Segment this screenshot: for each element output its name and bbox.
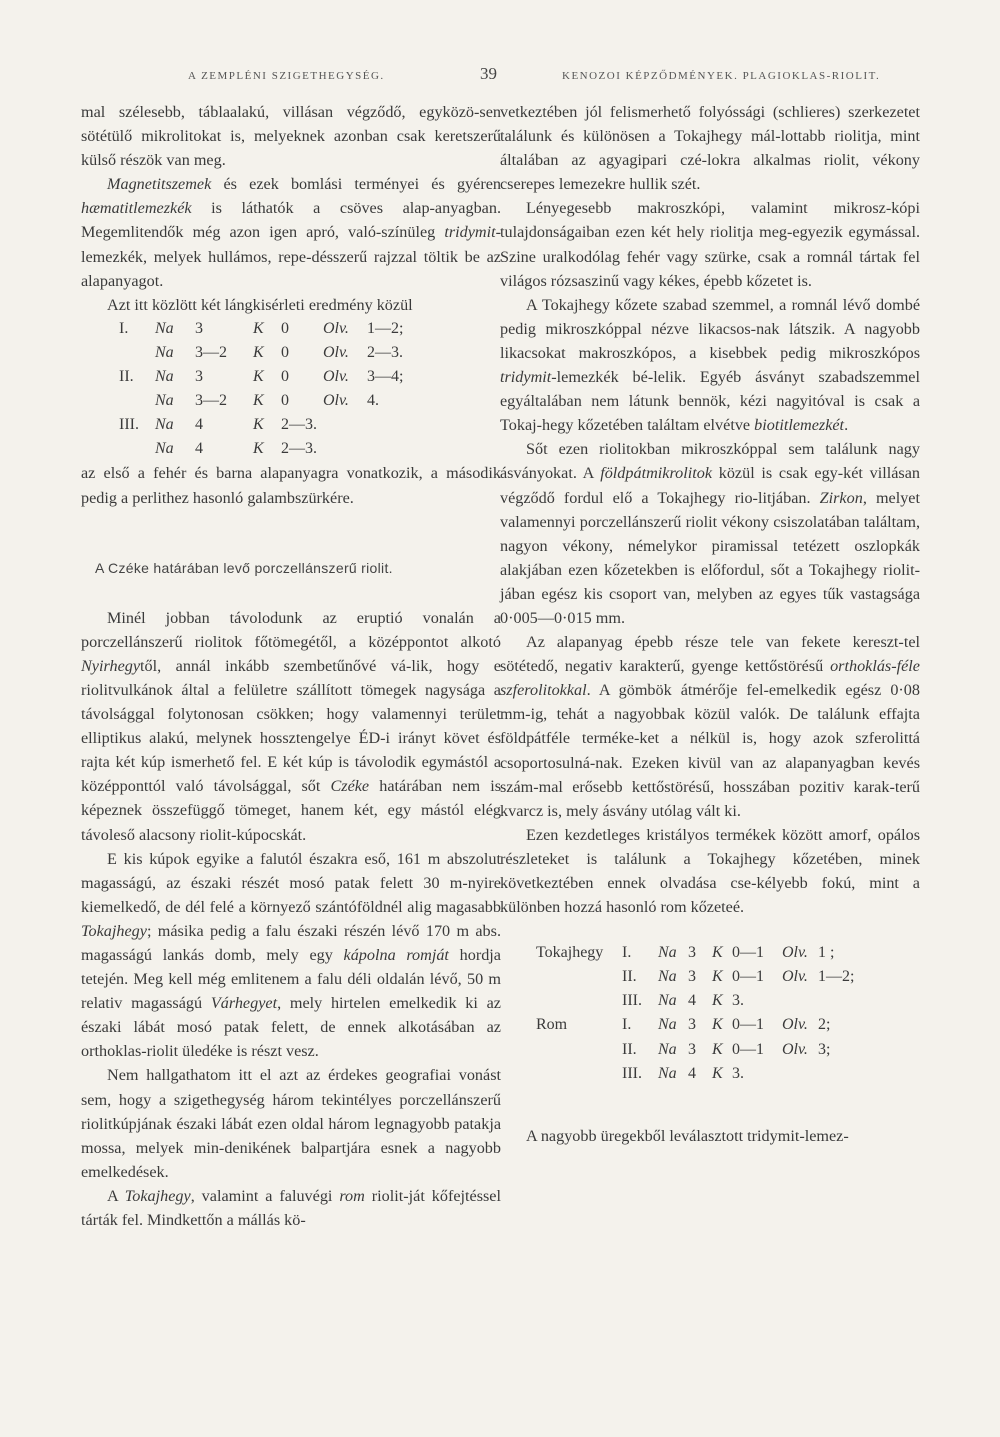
table-row <box>119 317 407 341</box>
section-heading: A Czéke határában levő porczellánszerű riolit. <box>95 559 393 576</box>
table-cell-loc <box>536 1062 622 1086</box>
paragraph: A Tokajhegy, valamint a faluvégi rom riolit-ját kőfejtéssel tárták fel. Mindkettőn a mállás kö- <box>81 1186 501 1230</box>
italic-term: rom <box>339 1186 365 1205</box>
table-cell-na-v: 3 <box>195 368 203 386</box>
paragraph: az első a fehér és barna alapanyagra vonatkozik, a második pedig a perlithez hasonló galambszürkére. <box>81 464 501 507</box>
table-cell-olv <box>323 413 367 437</box>
table-cell-na: Na <box>155 319 174 337</box>
paragraph: A nagyobb üregekből leválasztott tridymit-lemez- <box>526 1126 849 1145</box>
table-cell-olv: Olv. <box>323 319 349 337</box>
table-cell-na-v: 3 <box>688 944 696 962</box>
table-cell-k-v: 3. <box>732 992 744 1010</box>
italic-term: Czéke <box>330 777 370 796</box>
table-row <box>119 365 407 389</box>
paragraph: vetkeztében jól felismerhető folyóssági (schlieres) szerkezetet találunk és különösen a Tokajhegy mál-lottabb riolitja, mint általában az agyagipari czé-lokra alkalmas riolit, vékony cserepes lemezekre hullik szét. <box>500 103 920 194</box>
results-table <box>536 941 858 1086</box>
italic-term: Zirkon <box>819 488 863 507</box>
table-cell-olv <box>782 989 818 1013</box>
table-cell-olv-v: 2—3. <box>367 343 403 361</box>
table-cell-na-v: 4 <box>195 416 203 434</box>
paragraph: Azt itt közlött két lángkisérleti eredmény közül <box>107 295 413 314</box>
paragraph: Sőt ezen riolitokban mikroszkóppal sem találunk nagy ásványokat. A földpátmikrolitok közül is csak egy-két villásan végződő fordul elő a Tokajhegy rio-litjában. Zirkon, melyet valamennyi porczellánszerű riolit vékony csiszolatában találtam, nagyon vékony, némelykor piramissal tetézett oszlopkák alakjában ezen kőzetekben is előfordul, sőt a Tokajhegy riolit-jában egész kis csoport van, melyben az egyes tűk vastagsága 0·005—0·015 mm. <box>500 440 920 627</box>
table-row <box>119 437 407 461</box>
table-row <box>536 1038 858 1062</box>
table-cell-olv: Olv. <box>782 968 808 986</box>
table-cell-na: Na <box>658 968 677 986</box>
table-cell-k: K <box>712 968 723 986</box>
table-cell-olv-v <box>818 1062 858 1086</box>
paragraph: A Tokajhegy kőzete szabad szemmel, a romnál lévő dombé pedig mikroszkóppal nézve likacsos-nak látszik. A nagyobb likacsokat makroszkópos, a kisebbek pedig mikroszkópos tridymit-lemezkék bé-lelik. Egyéb ásványt szabadszemmel egyáltalában nem látunk bennök, kézi nagyitóval is csak a Tokaj-hegy kőzetében találtam elvétve biotitlemezkét. <box>500 295 920 435</box>
italic-term: biotitlemezkét <box>754 416 845 435</box>
table-cell-k-v: 0 <box>281 319 289 337</box>
table-cell-k-v: 0—1 <box>732 944 764 962</box>
table-cell-olv <box>323 437 367 461</box>
table-cell-olv-v: 4. <box>367 392 379 410</box>
table-cell-olv: Olv. <box>782 944 808 962</box>
table-cell-olv-v: 2; <box>818 1016 831 1034</box>
table-cell-na: Na <box>658 1064 677 1082</box>
table-cell-k: K <box>712 1016 723 1034</box>
paragraph: mal szélesebb, táblaalakú, villásan végződő, egyközö-sen sötétülő mikrolitokat is, melyeknek azonban csak keretszerű külső részök van meg. <box>81 103 501 170</box>
table-cell-k-v: 0 <box>281 368 289 386</box>
paragraph: E kis kúpok egyike a falutól északra eső, 161 m abszolut magasságú, az északi részét mosó patak felett 30 m-nyire kiemelkedő, de dél felé a környező szántóföldnél alig magasabb Tokajhegy; másika pedig a falu északi részén lévő 170 m abs. magasságú lankás domb, mely egy kápolna romját hordja tetején. Meg kell még emlitenem a falu déli oldalán lévő, 50 m relativ magasságú Várhegyet, mely hirtelen emelkedik ki az északi lábát mosó patak felett, de ennek alkotásában az orthoklas-riolit üledéke is részt vesz. <box>81 849 501 1061</box>
table-cell-na: Na <box>658 1040 677 1058</box>
table-cell-olv <box>782 1062 818 1086</box>
italic-term: Tokajhegy <box>124 1186 191 1205</box>
table-cell-na-v: 3 <box>195 319 203 337</box>
table-cell-olv-v: 1 ; <box>818 944 835 962</box>
table-cell-na: Na <box>658 992 677 1010</box>
table-cell-na: Na <box>155 440 174 458</box>
table-cell-k: K <box>253 440 264 458</box>
italic-term: Tokajhegy <box>81 921 147 940</box>
table-cell-num: II. <box>622 968 637 986</box>
paragraph: Minél jobban távolodunk az eruptió vonalán a porczellánszerű riolitok főtömegétől, a középpontot alkotó Nyirhegytől, annál inkább szembetűnővé vá-lik, hogy e riolitvulkánok által a felületre szállított tömegek nagysága a távolsággal folytonosan csökken; hogy valamennyi terület elliptikus alakú, melynek hossztengelye ÉD-i irányt követ és rajta két kúp ismerhető fel. E két kúp is távolodik egymástól a középponttól való távolsággal, sőt Czéke határában nem is képeznek összefüggő tömeget, hanem két, egy mástól elég távoleső alacsony riolit-kúpocskát. <box>81 608 502 844</box>
paragraph: Az alapanyag épebb része tele van fekete kereszt-tel sötétedő, negativ karakterű, gyenge kettőstörésű orthoklás-féle szferolitokkal. A gömbök átmérője fel-emelkedik egész 0·08 mm-ig, tehát a nagyobbak közül valók. De találunk effajta földpátféle terméke-ket a nélkül is, hogy azok szferolittá csoportosulná-nak. Ezeken kivül van az alapanyagban kevés szám-mal erősebb kettőstörésű, hosszában pozitiv karak-terű kvarcz is, mely ásvány utólag vált ki. <box>500 633 920 820</box>
table-cell-k-v: 0—1 <box>732 1040 764 1058</box>
italic-term: Magnetitszemek <box>107 175 212 194</box>
table-cell-loc: Tokajhegy <box>536 944 604 962</box>
italic-term: orthoklás-féle szferolitokkal <box>500 657 920 700</box>
table-cell-k-v: 0—1 <box>732 968 764 986</box>
table-cell-k-v: 0 <box>281 392 289 410</box>
table-cell-na: Na <box>155 416 174 434</box>
table-cell-na: Na <box>155 392 174 410</box>
table-row <box>536 989 858 1013</box>
italic-term: Nyirhegy <box>81 656 141 675</box>
table-cell-num <box>119 389 155 413</box>
table-cell-olv-v: 3; <box>818 1040 831 1058</box>
spacer <box>500 919 920 941</box>
paragraph: Ezen kezdetleges kristályos termékek között amorf, opálos részleteket is találunk a Tokajhegy kőzetében, minek következtében ennek olvadása cse-kélyebb fokú, mint a különben hozzá hasonló rom kőzeteé. <box>500 825 920 917</box>
table-cell-na: Na <box>155 343 174 361</box>
table-cell-k-v: 2—3. <box>281 416 317 434</box>
paragraph: Lényegesebb makroszkópi, valamint mikrosz-kópi tulajdonságaiban ezen két hely riolitja meg-egyezik egymással. Szine uralkodólag fehér vagy szürke, csak a romnál tártak fel világos rózsaszinű vagy kékes, épebb kőzetet is. <box>500 199 920 290</box>
table-cell-olv-v <box>367 413 407 437</box>
table-cell-olv-v <box>818 989 858 1013</box>
table-cell-loc <box>536 965 622 989</box>
table-cell-num <box>119 437 155 461</box>
paragraph: Nem hallgathatom itt el azt az érdekes geografiai vonást sem, hogy a szigethegység három tekintélyes porczellánszerű riolitkúpjának északi lábát ezen oldal három legnagyobb patakja mossa, melyek min-denikének balpartjára esnek a nagyobb emelkedések. <box>81 1066 501 1181</box>
table-cell-na: Na <box>658 944 677 962</box>
table-cell-num: I. <box>119 319 129 337</box>
table-cell-loc <box>536 989 622 1013</box>
table-cell-num: III. <box>119 416 139 434</box>
table-cell-olv: Olv. <box>782 1016 808 1034</box>
table-cell-olv: Olv. <box>323 368 349 386</box>
table-cell-k: K <box>712 992 723 1010</box>
table-cell-k: K <box>253 416 264 434</box>
italic-term: tridymit <box>444 223 496 242</box>
header-right-title: KENOZOI KÉPZŐDMÉNYEK. PLAGIOKLAS-RIOLIT. <box>562 70 881 82</box>
table-row <box>536 1013 858 1037</box>
table-cell-olv: Olv. <box>323 343 349 361</box>
table-cell-loc: Rom <box>536 1016 568 1034</box>
table-cell-olv: Olv. <box>782 1040 808 1058</box>
table-cell-na: Na <box>658 1016 677 1034</box>
right-column <box>500 100 920 1148</box>
table-cell-num: I. <box>622 944 632 962</box>
table-cell-num: III. <box>622 992 642 1010</box>
table-cell-na-v: 3 <box>688 1040 696 1058</box>
table-cell-k-v: 3. <box>732 1064 744 1082</box>
table-cell-na-v: 4 <box>195 440 203 458</box>
table-cell-k: K <box>253 368 264 386</box>
table-row <box>536 1062 858 1086</box>
table-cell-na: Na <box>155 368 174 386</box>
table-cell-num: I. <box>622 1016 632 1034</box>
italic-term: hæmatitlemezkék <box>81 199 192 218</box>
flame-test-table <box>119 317 407 462</box>
table-cell-loc <box>536 1038 622 1062</box>
table-cell-olv-v: 3—4; <box>367 368 404 386</box>
table-cell-olv-v: 1—2; <box>367 319 404 337</box>
table-cell-na-v: 3 <box>688 968 696 986</box>
italic-term: Várhegyet <box>210 994 278 1013</box>
table-row <box>119 341 407 365</box>
table-cell-k-v: 2—3. <box>281 440 317 458</box>
table-cell-k: K <box>253 392 264 410</box>
table-cell-num: III. <box>622 1064 642 1082</box>
table-cell-k: K <box>253 343 264 361</box>
table-row <box>119 389 407 413</box>
left-column <box>81 100 501 1232</box>
table-row <box>536 965 858 989</box>
paragraph: Magnetitszemek és ezek bomlási terményei és gyéren hæmatitlemezkék is láthatók a csöves alap-anyagban. Megemlitendők még azon igen apró, való-színüleg tridymit-lemezkék, melyek hullámos, repe-désszerű rajzzal töltik be az alapanyagot. <box>81 175 501 290</box>
table-cell-k: K <box>712 1064 723 1082</box>
italic-term: kápolna romját <box>343 946 449 964</box>
running-header <box>80 64 920 88</box>
header-left-title: A ZEMPLÉNI SZIGETHEGYSÉG. <box>188 70 385 82</box>
table-cell-num: II. <box>119 368 134 386</box>
table-row <box>119 413 407 437</box>
table-cell-na-v: 4 <box>688 992 696 1010</box>
table-cell-k: K <box>712 1040 723 1058</box>
table-cell-olv: Olv. <box>323 392 349 410</box>
table-cell-num <box>119 341 155 365</box>
page-number: 39 <box>480 64 497 83</box>
table-cell-na-v: 3—2 <box>195 392 227 410</box>
table-cell-na-v: 3—2 <box>195 343 227 361</box>
table-cell-olv-v: 1—2; <box>818 968 855 986</box>
table-cell-olv-v <box>367 437 407 461</box>
table-row <box>536 941 858 965</box>
italic-term: földpátmikrolitok <box>600 464 713 483</box>
table-cell-k-v: 0—1 <box>732 1016 764 1034</box>
table-cell-k-v: 0 <box>281 343 289 361</box>
table-cell-k: K <box>253 319 264 337</box>
table-cell-na-v: 3 <box>688 1016 696 1034</box>
italic-term: tridymit <box>500 368 552 387</box>
table-cell-num: II. <box>622 1040 637 1058</box>
table-cell-k: K <box>712 944 723 962</box>
table-cell-na-v: 4 <box>688 1064 696 1082</box>
